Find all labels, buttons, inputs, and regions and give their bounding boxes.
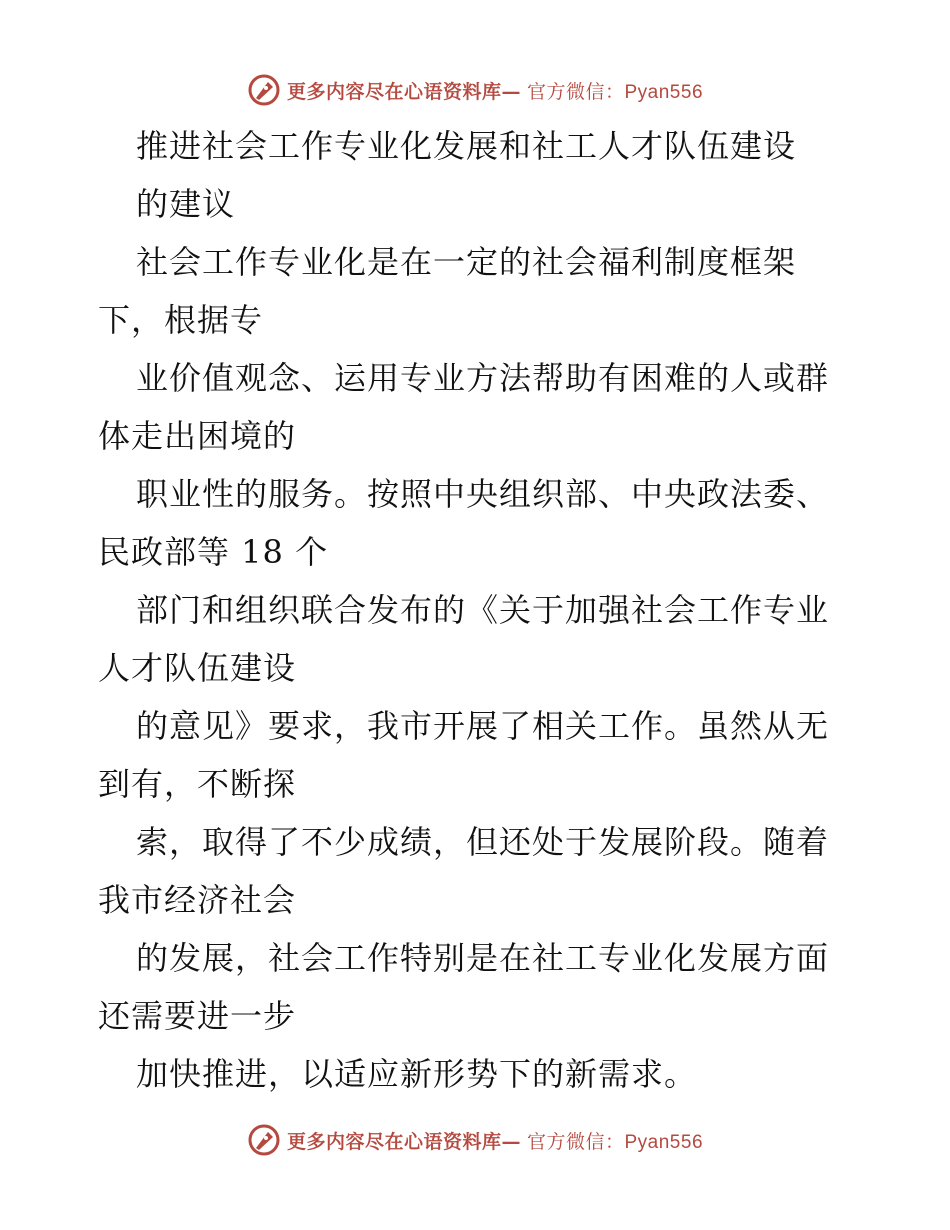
- document-line: 业价值观念、运用专业方法帮助有困难的人或群: [136, 359, 830, 397]
- document-body: [98, 117, 858, 1103]
- document-line: 我市经济社会: [98, 881, 297, 919]
- pen-nib-logo-icon: [247, 73, 281, 107]
- footer-banner: [0, 1120, 950, 1160]
- document-line: 的意见》要求，我市开展了相关工作。虽然从无: [136, 707, 830, 745]
- document-line: 民政部等 18 个: [98, 533, 329, 571]
- document-line: 人才队伍建设: [98, 649, 297, 687]
- document-line: 还需要进一步: [98, 997, 297, 1035]
- document-line: 社会工作专业化是在一定的社会福利制度框架: [136, 243, 797, 281]
- document-line: 体走出困境的: [98, 417, 297, 455]
- document-line: 加快推进，以适应新形势下的新需求。: [136, 1055, 698, 1093]
- header-banner: [0, 70, 950, 110]
- header-wechat: 官方微信：Pyan556: [527, 81, 704, 103]
- document-line: 职业性的服务。按照中央组织部、中央政法委、: [136, 475, 830, 513]
- footer-slogan: 更多内容尽在心语资料库—: [286, 1130, 521, 1153]
- header-slogan: 更多内容尽在心语资料库—: [286, 80, 521, 103]
- footer-wechat: 官方微信：Pyan556: [527, 1131, 704, 1153]
- document-line: 推进社会工作专业化发展和社工人才队伍建设: [136, 127, 797, 165]
- pen-nib-logo-icon: [247, 1123, 281, 1157]
- document-line: 索，取得了不少成绩，但还处于发展阶段。随着: [136, 823, 830, 861]
- document-line: 到有，不断探: [98, 765, 297, 803]
- document-line: 部门和组织联合发布的《关于加强社会工作专业: [136, 591, 830, 629]
- document-line: 的发展，社会工作特别是在社工专业化发展方面: [136, 939, 830, 977]
- document-line: 的建议: [136, 185, 236, 223]
- document-line: 下，根据专: [98, 301, 264, 339]
